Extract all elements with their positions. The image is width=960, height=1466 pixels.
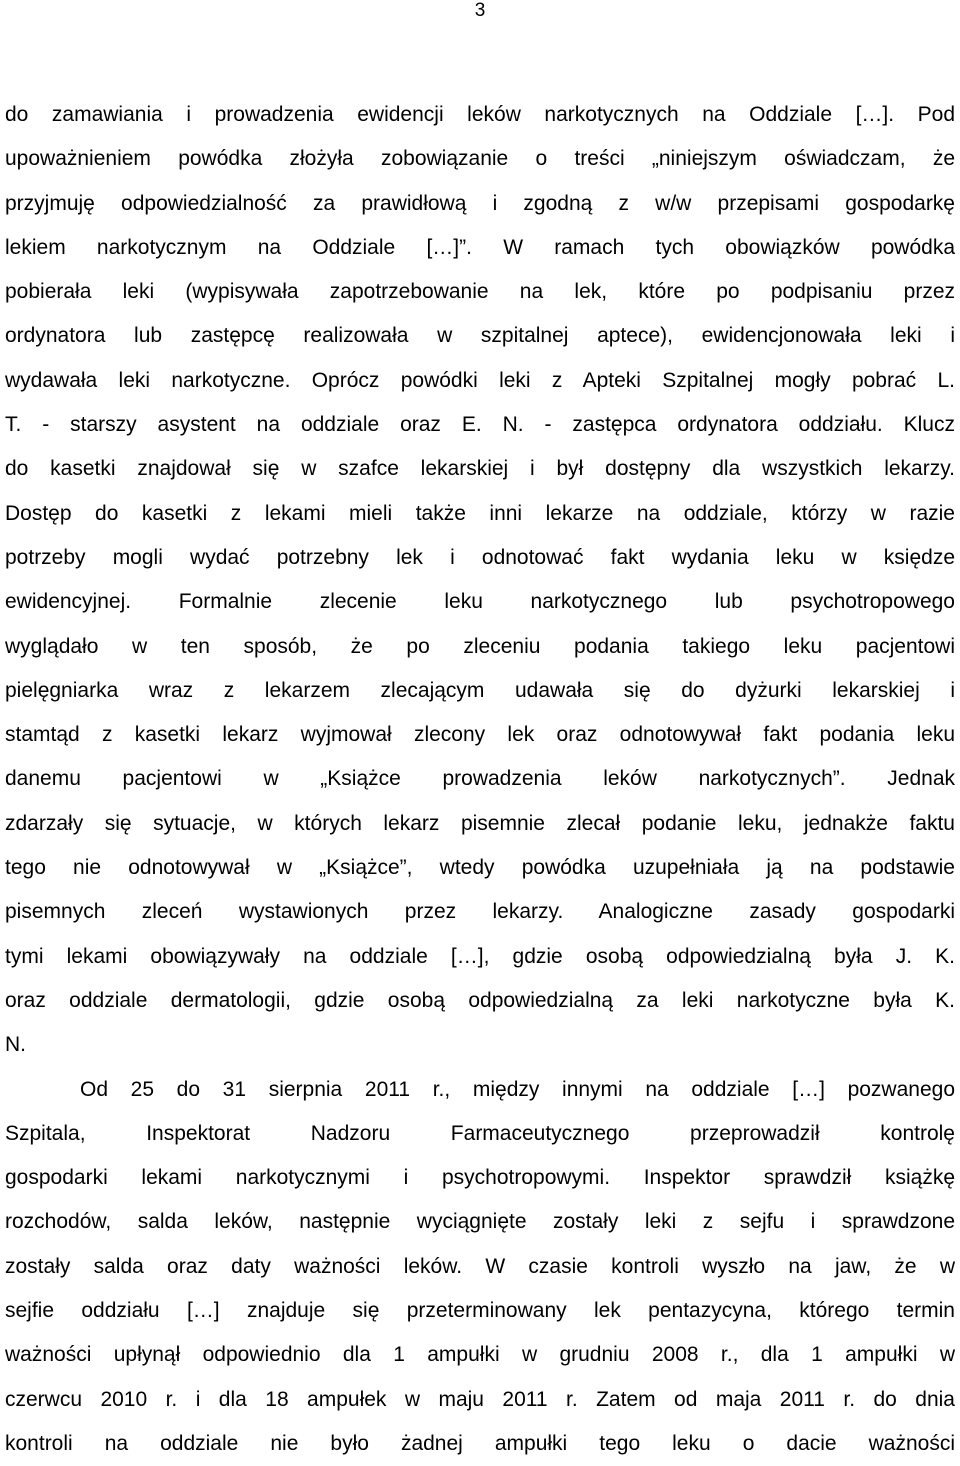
text-line: Od 25 do 31 sierpnia 2011 r., między innymi na oddziale […] pozwanego (80, 1077, 955, 1101)
text-line: do zamawiania i prowadzenia ewidencji leków narkotycznych na Oddziale […]. Pod (5, 103, 955, 126)
text-line: ordynatora lub zastępcę realizowała w szpitalnej aptece), ewidencjonowała leki i (5, 324, 955, 348)
text-line: ważności upłynął odpowiednio dla 1 ampułki w grudniu 2008 r., dla 1 ampułki w (5, 1343, 955, 1367)
text-line: T. - starszy asystent na oddziale oraz E. N. - zastępca ordynatora oddziału. Klucz (5, 413, 955, 437)
text-line: ewidencyjnej. Formalnie zlecenie leku narkotycznego lub psychotropowego (5, 590, 955, 614)
text-line: pisemnych zleceń wystawionych przez lekarzy. Analogiczne zasady gospodarki (5, 900, 955, 924)
text-line: przyjmuję odpowiedzialność za prawidłową i zgodną z w/w przepisami gospodarkę (5, 191, 955, 215)
text-line: upoważnieniem powódka złożyła zobowiązanie o treści „niniejszym oświadczam, że (5, 147, 955, 171)
text-line: pielęgniarka wraz z lekarzem zlecającym udawała się do dyżurki lekarskiej i (5, 678, 955, 702)
text-line: czerwcu 2010 r. i dla 18 ampułek w maju 2011 r. Zatem od maja 2011 r. do dnia (5, 1387, 955, 1411)
text-line: stamtąd z kasetki lekarz wyjmował zlecony lek oraz odnotowywał fakt podania leku (5, 723, 955, 747)
text-line: tego nie odnotowywał w „Książce”, wtedy powódka uzupełniała ją na podstawie (5, 856, 955, 880)
text-line: sejfie oddziału […] znajduje się przeterminowany lek pentazycyna, którego termin (5, 1299, 955, 1323)
document-body (5, 93, 955, 1466)
text-line: potrzeby mogli wydać potrzebny lek i odnotować fakt wydania leku w księdze (5, 545, 955, 569)
text-line: oraz oddziale dermatologii, gdzie osobą odpowiedzialną za leki narkotyczne była K. (5, 988, 955, 1012)
text-line: wyglądało w ten sposób, że po zleceniu podania takiego leku pacjentowi (5, 634, 955, 658)
text-line: Szpitala, Inspektorat Nadzoru Farmaceutycznego przeprowadził kontrolę (5, 1121, 955, 1145)
text-line: kontroli na oddziale nie było żadnej ampułki tego leku o dacie ważności (5, 1431, 955, 1455)
text-line: zdarzały się sytuacje, w których lekarz pisemnie zlecał podanie leku, jednakże faktu (5, 811, 955, 835)
text-line: do kasetki znajdował się w szafce lekarskiej i był dostępny dla wszystkich lekarzy. (5, 457, 955, 481)
text-line: danemu pacjentowi w „Książce prowadzenia leków narkotycznych”. Jednak (5, 767, 955, 791)
text-line: wydawała leki narkotyczne. Oprócz powódki leki z Apteki Szpitalnej mogły pobrać L. (5, 368, 955, 392)
text-line: gospodarki lekami narkotycznymi i psychotropowymi. Inspektor sprawdził książkę (5, 1166, 955, 1190)
text-line: rozchodów, salda leków, następnie wyciągnięte zostały leki z sejfu i sprawdzone (5, 1210, 955, 1234)
text-line: pobierała leki (wypisywała zapotrzebowanie na lek, które po podpisaniu przez (5, 280, 955, 304)
text-line: tymi lekami obowiązywały na oddziale […], gdzie osobą odpowiedzialną była J. K. (5, 944, 955, 968)
text-line: lekiem narkotycznym na Oddziale […]”. W ramach tych obowiązków powódka (5, 235, 955, 259)
page-number: 3 (474, 0, 486, 21)
text-line: Dostęp do kasetki z lekami mieli także inni lekarze na oddziale, którzy w razie (5, 501, 955, 525)
text-line: zostały salda oraz daty ważności leków. W czasie kontroli wyszło na jaw, że w (5, 1254, 955, 1278)
text-line: N. (5, 1033, 26, 1057)
